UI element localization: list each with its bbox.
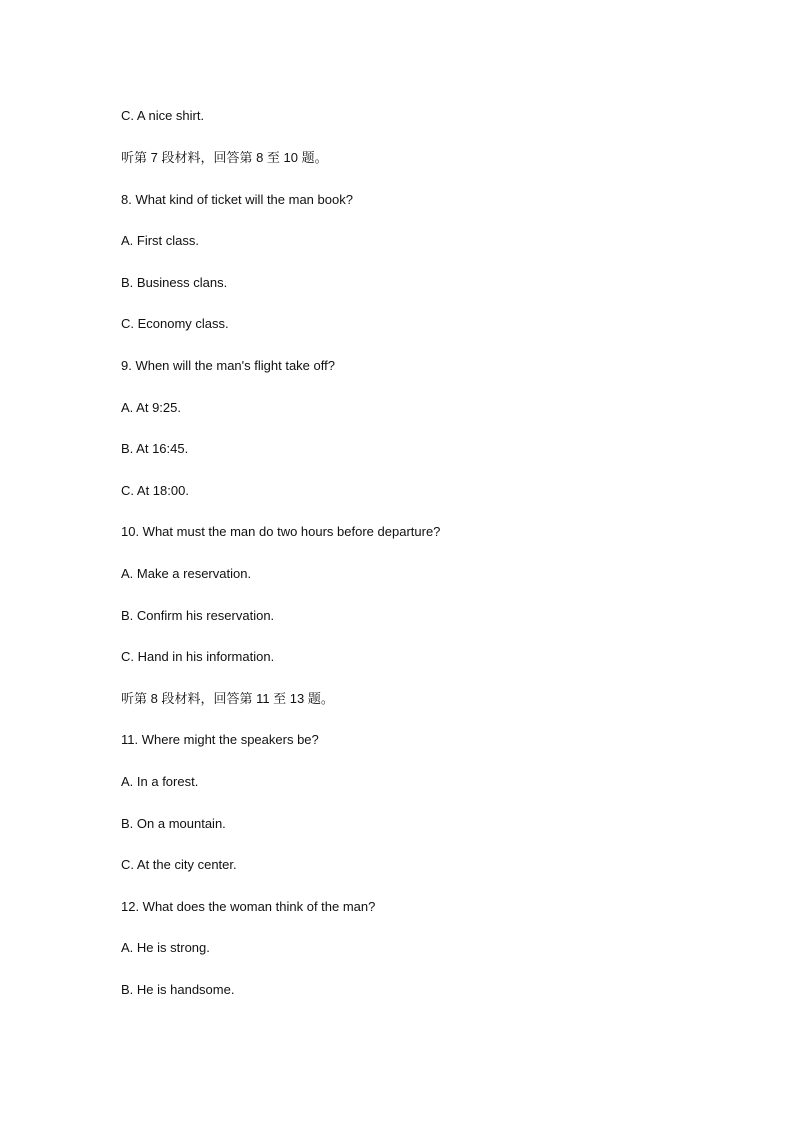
question-9: 9. When will the man's flight take off?: [121, 358, 335, 373]
section-instruction-8: 听第 8 段材料，回答第 11 至 13 题。: [121, 691, 334, 706]
question-10: 10. What must the man do two hours before departure?: [121, 524, 441, 539]
option-10a: A. Make a reservation.: [121, 566, 252, 581]
option-8c: C. Economy class.: [121, 316, 229, 331]
option-8a: A. First class.: [121, 233, 200, 248]
option-9b: B. At 16:45.: [121, 441, 189, 456]
option-9a: A. At 9:25.: [121, 400, 181, 415]
option-12b: B. He is handsome.: [121, 982, 235, 997]
option-7c: C. A nice shirt.: [121, 108, 205, 123]
option-10c: C. Hand in his information.: [121, 649, 275, 664]
option-11b: B. On a mountain.: [121, 816, 226, 831]
option-11a: A. In a forest.: [121, 774, 199, 789]
option-9c: C. At 18:00.: [121, 483, 189, 498]
option-11c: C. At the city center.: [121, 857, 237, 872]
section-instruction-7: 听第 7 段材料，回答第 8 至 10 题。: [121, 150, 328, 165]
option-8b: B. Business clans.: [121, 275, 228, 290]
question-8: 8. What kind of ticket will the man book?: [121, 192, 353, 207]
question-11: 11. Where might the speakers be?: [121, 732, 319, 747]
option-12a: A. He is strong.: [121, 940, 210, 955]
question-12: 12. What does the woman think of the man?: [121, 899, 376, 914]
option-10b: B. Confirm his reservation.: [121, 608, 275, 623]
